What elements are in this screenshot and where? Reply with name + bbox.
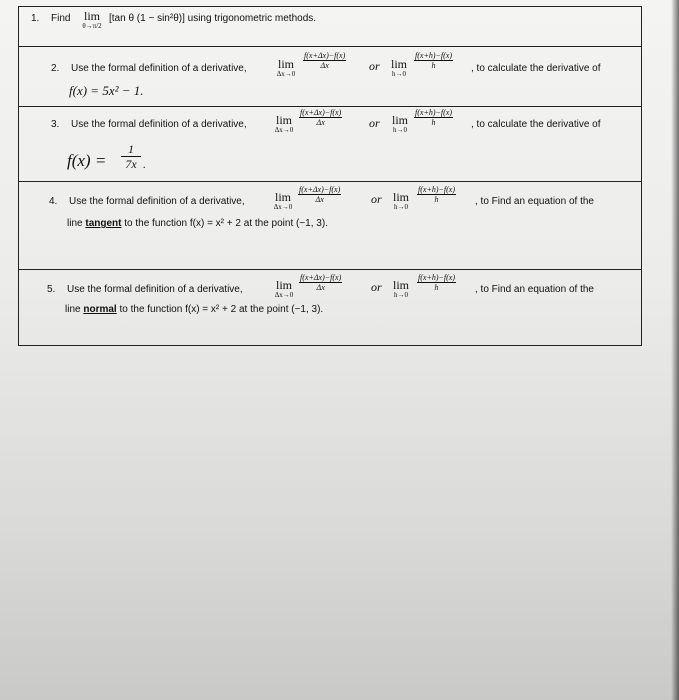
question-text: Use the formal definition of a derivative, [71,63,247,74]
limit-word: lim [275,113,292,127]
limit-subscript: h→0 [392,70,406,78]
fraction-denominator: h [431,61,436,70]
fraction-denominator: h [434,195,439,204]
fraction-numerator: f(x+h)−f(x) [415,108,452,117]
fraction-numerator: f(x+Δx)−f(x) [300,108,342,117]
question-text-continued: , to calculate the derivative of [471,63,601,74]
question-text: Find [51,13,71,24]
keyword-tangent: tangent [85,218,122,229]
limit-subscript: h→0 [394,203,408,211]
limit-operator [271,114,297,134]
keyword-normal: normal [83,304,117,315]
fraction-denominator: Δx [316,283,325,292]
question-number: 3. [51,119,60,130]
question-text-continued: , to Find an equation of the [475,284,594,295]
limit-subscript: h→0 [394,291,408,299]
limit-operator [273,58,299,78]
limit-subscript: Δx→0 [276,70,296,78]
difference-quotient [299,273,342,292]
limit-subscript: θ→π/2 [82,22,102,30]
question-text-continued: , to calculate the derivative of [471,119,601,130]
limit-word: lim [274,190,291,204]
limit-word: lim [277,57,294,71]
question-number: 5. [47,284,56,295]
limit-word: lim [83,9,100,23]
question-row-1 [19,7,641,47]
fraction-denominator: Δx [316,118,325,127]
fraction-numerator: f(x+Δx)−f(x) [299,185,341,194]
question-row-2 [19,47,641,107]
limit-operator [388,279,414,299]
limit-operator [79,10,105,30]
line-word: line [65,304,81,315]
function-period: . [143,157,146,171]
limit-subscript: Δx→0 [273,203,293,211]
question-text-continued: , to Find an equation of the [475,196,594,207]
limit-subscript: h→0 [393,126,407,134]
fraction-numerator: f(x+Δx)−f(x) [304,51,346,60]
limit-word: lim [391,113,408,127]
difference-quotient [414,108,453,127]
question-row-5 [19,270,641,345]
question-expression: [tan θ (1 − sin²θ)] using trigonometric methods. [109,13,317,24]
limit-word: lim [275,278,292,292]
question-table [18,6,642,346]
question-number: 2. [51,63,60,74]
question-text-line2 [65,304,323,315]
question-text: Use the formal definition of a derivative, [71,119,247,130]
limit-subscript: Δx→0 [274,126,294,134]
question-text: Use the formal definition of a derivative, [69,196,245,207]
or-word: or [369,59,380,73]
limit-word: lim [392,190,409,204]
question-text-line2 [67,218,328,229]
or-word: or [371,280,382,294]
limit-operator [387,114,413,134]
fraction-denominator: h [431,118,436,127]
question-text: Use the formal definition of a derivative, [67,284,243,295]
fraction-numerator: f(x+h)−f(x) [418,185,455,194]
or-word: or [369,116,380,130]
limit-operator [386,58,412,78]
question-row-4 [19,182,641,270]
question-row-3 [19,107,641,182]
function-definition: f(x) = 5x² − 1. [69,83,144,98]
limit-operator [388,191,414,211]
difference-quotient [417,273,456,292]
limit-word: lim [392,278,409,292]
function-and-point: to the function f(x) = x² + 2 at the point (−1, 3). [119,304,324,315]
limit-operator [271,279,297,299]
limit-word: lim [390,57,407,71]
limit-operator [270,191,296,211]
difference-quotient [298,185,341,204]
fraction-denominator: h [434,283,439,292]
difference-quotient [299,108,342,127]
or-word: or [371,192,382,206]
fraction-numerator: f(x+Δx)−f(x) [300,273,342,282]
question-number: 1. [31,13,40,24]
difference-quotient [303,51,346,70]
fraction-numerator: 1 [121,143,141,157]
fraction-numerator: f(x+h)−f(x) [418,273,455,282]
question-number: 4. [49,196,58,207]
fraction-denominator: 7x [125,157,137,171]
difference-quotient [417,185,456,204]
photo-edge-shadow [671,0,679,700]
difference-quotient [414,51,453,70]
limit-subscript: Δx→0 [274,291,294,299]
fraction-denominator: Δx [315,195,324,204]
fraction-numerator: f(x+h)−f(x) [415,51,452,60]
line-word: line [67,218,83,229]
fraction-denominator: Δx [320,61,329,70]
function-and-point: to the function f(x) = x² + 2 at the point (−1, 3). [124,218,328,229]
function-lhs: f(x) = [67,151,107,170]
